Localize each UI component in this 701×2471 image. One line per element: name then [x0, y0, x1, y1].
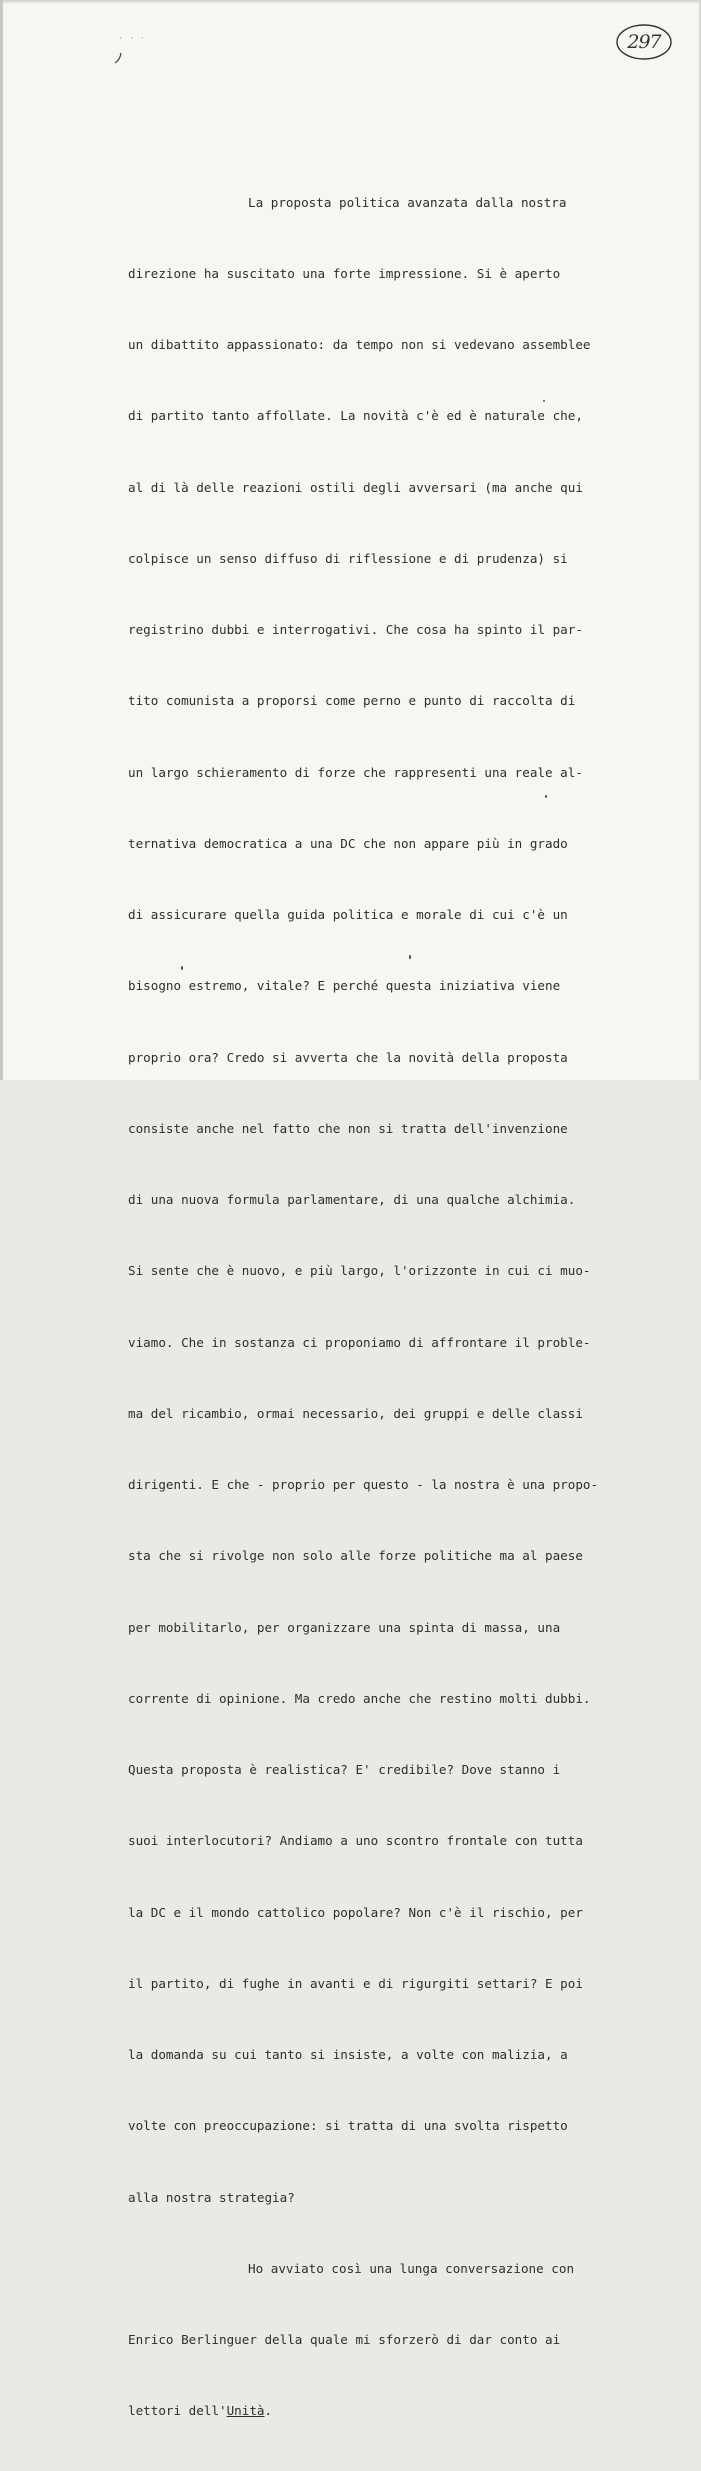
text-line: registrino dubbi e interrogativi. Che cosa ha spinto il par-	[128, 622, 583, 637]
page-left-edge	[0, 0, 3, 1080]
text-line: di una nuova formula parlamentare, di una qualche alchimia.	[128, 1192, 576, 1207]
text-line: ternativa democratica a una DC che non appare più in grado	[128, 835, 568, 851]
text-fragment: .	[264, 2403, 273, 2419]
text-line: dirigenti. E che - proprio per questo - la nostra è una propo-	[128, 1477, 599, 1492]
text-line: La proposta politica avanzata dalla nostra	[248, 194, 567, 210]
text-line: al di là delle reazioni ostili degli avversari (ma anche qui	[128, 479, 583, 495]
ink-speck	[545, 795, 547, 798]
text-line: sta che si rivolge non solo alle forze politiche ma al paese	[128, 1548, 583, 1564]
text-line: il partito, di fughe in avanti e di rigurgiti settari? E poi	[128, 1975, 583, 1991]
text-line: direzione ha suscitato una forte impressione. Si è aperto	[128, 265, 561, 281]
body-text	[128, 143, 599, 2471]
text-line: proprio ora? Credo si avverta che la novità della proposta	[128, 1049, 568, 1065]
text-line: Si sente che è nuovo, e più largo, l'orizzonte in cui ci muo-	[128, 1263, 591, 1279]
text-line: alla nostra strategia?	[128, 2189, 295, 2205]
text-line: per mobilitarlo, per organizzare una spinta di massa, una	[128, 1619, 561, 1635]
text-line: viamo. Che in sostanza ci proponiamo di affrontare il proble-	[128, 1334, 591, 1350]
text-line: bisogno estremo, vitale? E perché questa iniziativa viene	[128, 978, 561, 994]
ink-speck	[409, 955, 411, 959]
text-line: Questa proposta è realistica? E' credibile? Dove stanno i	[128, 1762, 561, 1777]
text-line: ma del ricambio, ormai necessario, dei gruppi e delle classi	[128, 1405, 583, 1421]
text-line: Ho avviato così una lunga conversazione con	[248, 2260, 575, 2276]
page-number-stamp	[614, 22, 674, 62]
text-line: di assicurare quella guida politica e morale di cui c'è un	[128, 907, 568, 922]
corner-mark: · · ·	[118, 34, 146, 44]
pencil-tick-mark	[114, 52, 124, 64]
text-line: la DC e il mondo cattolico popolare? Non c'è il rischio, per	[128, 1904, 583, 1920]
text-line: colpisce un senso diffuso di riflessione e di prudenza) si	[128, 550, 568, 566]
ink-speck	[181, 966, 183, 970]
page-number: 297	[627, 31, 661, 53]
text-line: un largo schieramento di forze che rappresenti una reale al-	[128, 764, 583, 780]
text-fragment: lettori dell'	[128, 2403, 227, 2419]
text-line: un dibattito appassionato: da tempo non si vedevano assemblee	[128, 337, 591, 352]
text-line: Enrico Berlinguer della quale mi sforzerò di dar conto ai	[128, 2332, 561, 2347]
text-line: volte con preoccupazione: si tratta di una svolta rispetto	[128, 2118, 568, 2134]
text-line-last	[128, 2399, 568, 2423]
text-line: la domanda su cui tanto si insiste, a volte con malizia, a	[128, 2047, 568, 2062]
text-line: di partito tanto affollate. La novità c'è ed è naturale che,	[128, 408, 583, 424]
text-line: tito comunista a proporsi come perno e punto di raccolta di	[128, 693, 576, 709]
text-line: corrente di opinione. Ma credo anche che restino molti dubbi.	[128, 1690, 591, 1706]
newspaper-title: Unità	[226, 2403, 265, 2419]
text-line: suoi interlocutori? Andiamo a uno scontro frontale con tutta	[128, 1833, 583, 1849]
ink-speck	[543, 400, 545, 402]
text-line: consiste anche nel fatto che non si tratta dell'invenzione	[128, 1120, 568, 1136]
page-top-edge	[0, 0, 701, 4]
